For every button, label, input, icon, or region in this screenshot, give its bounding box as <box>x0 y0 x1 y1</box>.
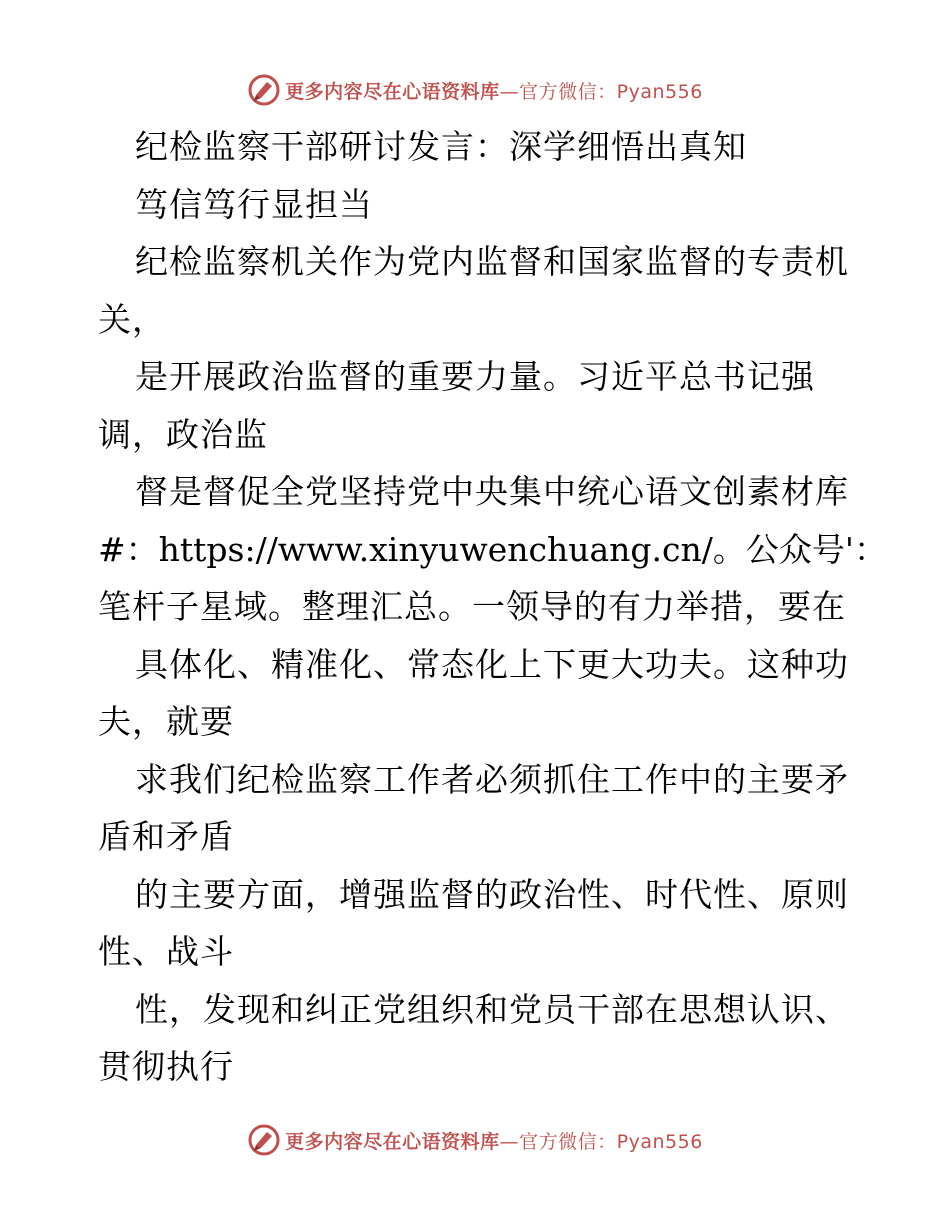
paragraph-line: 关， <box>98 299 166 339</box>
header-banner <box>0 70 950 110</box>
paragraph-line: 性、战斗 <box>98 932 234 971</box>
brand-logo-icon <box>247 73 281 107</box>
footer-banner <box>0 1120 950 1160</box>
paragraph-line: #：https://www.xinyuwenchuang.cn/。公众号'： <box>98 529 887 569</box>
paragraph-line: 是开展政治监督的重要力量。习近平总书记强 <box>135 357 815 396</box>
document-title-line-2: 笃信笃行显担当 <box>135 184 373 224</box>
paragraph-line: 盾和矛盾 <box>98 817 234 856</box>
banner-text <box>285 1127 703 1154</box>
banner-contact: 官方微信：Pyan556 <box>519 1130 703 1153</box>
banner-contact: 官方微信：Pyan556 <box>519 80 703 103</box>
paragraph-line: 性，发现和纠正党组织和党员干部在思想认识、 <box>135 989 849 1029</box>
brand-logo-icon <box>247 1123 281 1157</box>
paragraph-line: 笔杆子星域。整理汇总。一领导的有力举措，要在 <box>98 587 846 626</box>
banner-text <box>285 77 703 104</box>
paragraph-line: 调，政治监 <box>98 414 268 454</box>
banner-lead: 更多内容尽在心语资料库 <box>285 80 500 103</box>
paragraph-line: 贯彻执行 <box>98 1047 234 1086</box>
banner-dash: — <box>499 80 520 103</box>
paragraph-line: 的主要方面，增强监督的政治性、时代性、原则 <box>135 874 849 914</box>
paragraph-line: 夫，就要 <box>98 702 234 741</box>
document-body <box>98 118 887 1096</box>
paragraph-line: 求我们纪检监察工作者必须抓住工作中的主要矛 <box>135 759 849 799</box>
banner-lead: 更多内容尽在心语资料库 <box>285 1130 500 1153</box>
paragraph-line: 纪检监察机关作为党内监督和国家监督的专责机 <box>135 242 849 281</box>
banner-dash: — <box>499 1130 520 1153</box>
document-title-line-1: 纪检监察干部研讨发言：深学细悟出真知 <box>135 127 747 166</box>
paragraph-line: 督是督促全党坚持党中央集中统心语文创素材库 <box>135 472 849 511</box>
paragraph-line: 具体化、精准化、常态化上下更大功夫。这种功 <box>135 644 849 684</box>
